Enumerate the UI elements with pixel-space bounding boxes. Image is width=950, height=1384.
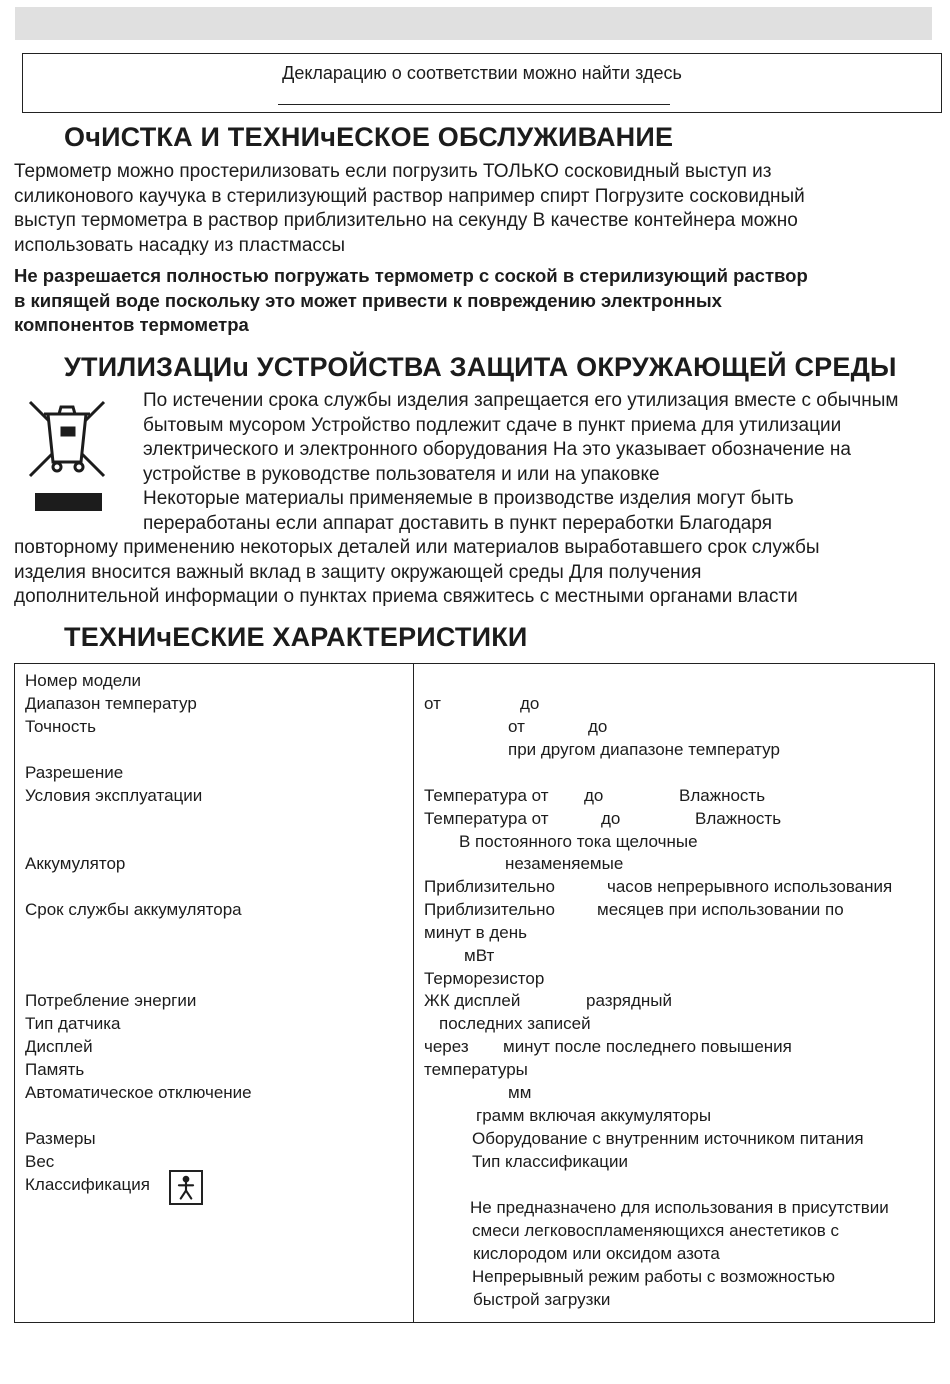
cleaning-line: использовать насадку из пластмассы xyxy=(14,234,346,256)
disposal-line: устройстве в руководстве пользователя и или на упаковке xyxy=(143,463,660,485)
disposal-line: изделия вносится важный вклад в защиту окружающей среды Для получения xyxy=(14,561,702,583)
specs-heading: ТЕХНИчЕСКИЕ ХАРАКТЕРИСТИКИ xyxy=(64,622,528,652)
spec-value: до xyxy=(584,786,604,805)
spec-value: мм xyxy=(508,1083,532,1102)
spec-label-battery: Аккумулятор xyxy=(25,854,126,873)
cleaning-paragraph xyxy=(14,160,805,258)
weee-crossed-bin-icon xyxy=(26,398,108,480)
spec-value: до xyxy=(520,694,540,713)
disposal-line: электрического и электронного оборудования На это указывает обозначение на xyxy=(143,439,851,460)
spec-value: часов непрерывного использования xyxy=(607,877,893,896)
spec-label-operating-conditions: Условия эксплуатации xyxy=(25,786,203,805)
spec-value: месяцев при использовании по xyxy=(597,900,844,919)
spec-value: минут в день xyxy=(424,923,527,942)
type-bf-body-icon xyxy=(169,1170,203,1205)
spec-value: до xyxy=(601,809,621,828)
spec-label-memory: Память xyxy=(25,1060,85,1079)
spec-value: до xyxy=(588,717,608,736)
spec-value: Влажность xyxy=(679,786,766,805)
spec-value: Непрерывный режим работы с возможностью xyxy=(472,1267,836,1286)
weee-bar-icon xyxy=(35,493,102,511)
spec-value: температуры xyxy=(424,1060,528,1079)
spec-value: от xyxy=(508,717,525,736)
disposal-line: По истечении срока службы изделия запрещается его утилизация вместе с обычным xyxy=(143,390,899,411)
cleaning-warning xyxy=(14,264,808,338)
declaration-text: Декларацию о соответствии можно найти здесь xyxy=(282,63,682,83)
disposal-line: переработаны если аппарат доставить в пункт переработки Благодаря xyxy=(143,512,772,534)
spec-label-accuracy: Точность xyxy=(25,717,96,736)
cleaning-line: силиконового каучука в стерилизующий раствор например спирт Погрузите сосковидный xyxy=(14,185,805,207)
disposal-line: дополнительной информации о пунктах приема свяжитесь с местными органами власти xyxy=(14,586,798,607)
spec-label-weight: Вес xyxy=(25,1152,55,1171)
declaration-link-line xyxy=(278,104,670,105)
header-bar xyxy=(15,7,932,40)
spec-value: Не предназначено для использования в присутствии xyxy=(470,1198,889,1217)
spec-value: Температура от xyxy=(424,809,549,828)
spec-label-battery-life: Срок службы аккумулятора xyxy=(25,900,242,919)
spec-value: Терморезистор xyxy=(424,969,545,988)
cleaning-heading: ОчИСТКА И ТЕХНИчЕСКОЕ ОБСЛУЖИВАНИЕ xyxy=(64,122,674,152)
spec-value: Приблизительно xyxy=(424,877,555,896)
spec-label-classification: Классификация xyxy=(25,1175,150,1194)
spec-value: Приблизительно xyxy=(424,900,555,919)
spec-value: разрядный xyxy=(586,991,673,1010)
warning-line: компонентов термометра xyxy=(14,314,249,335)
cleaning-line: Термометр можно простерилизовать если погрузить ТОЛЬКО сосковидный выступ из xyxy=(14,161,772,182)
spec-value: Тип классификации xyxy=(472,1152,629,1171)
spec-value: при другом диапазоне температур xyxy=(508,740,780,759)
disposal-heading: УТИЛИЗАЦИu УСТРОЙСТВА ЗАЩИТА ОКРУЖАЮЩЕЙ СРЕДЫ xyxy=(64,352,897,382)
spec-label-temp-range: Диапазон температур xyxy=(25,694,197,713)
spec-label-dimensions: Размеры xyxy=(25,1129,96,1148)
spec-value: грамм включая аккумуляторы xyxy=(476,1106,712,1125)
disposal-paragraph-continued xyxy=(14,536,820,610)
disposal-line: бытовым мусором Устройство подлежит сдаче в пункт приема для утилизации xyxy=(143,414,842,436)
specs-column-divider xyxy=(413,663,414,1323)
spec-value: через xyxy=(424,1037,469,1056)
spec-value: последних записей xyxy=(439,1014,591,1033)
spec-value: быстрой загрузки xyxy=(473,1290,611,1309)
spec-label-sensor: Тип датчика xyxy=(25,1014,121,1033)
spec-label-resolution: Разрешение xyxy=(25,763,124,782)
disposal-line: Некоторые материалы применяемые в производстве изделия могут быть xyxy=(143,488,794,509)
spec-value: Оборудование с внутренним источником питания xyxy=(472,1129,864,1148)
spec-value: Температура от xyxy=(424,786,549,805)
spec-value: смеси легковоспламеняющихся анестетиков с xyxy=(472,1221,840,1240)
disposal-line: повторному применению некоторых деталей или материалов выработавшего срок службы xyxy=(14,537,820,558)
spec-value: незаменяемые xyxy=(505,854,624,873)
cleaning-line: выступ термометра в раствор приблизительно на секунду В качестве контейнера можно xyxy=(14,210,798,231)
spec-label-display: Дисплей xyxy=(25,1037,93,1056)
spec-label-power: Потребление энергии xyxy=(25,991,197,1010)
spec-value: Влажность xyxy=(695,809,782,828)
disposal-paragraph xyxy=(143,389,898,536)
spec-value: от xyxy=(424,694,441,713)
spec-value: минут после последнего повышения xyxy=(503,1037,792,1056)
declaration-box xyxy=(22,53,942,113)
spec-value: В постоянного тока щелочные xyxy=(459,832,698,851)
spec-label-model: Номер модели xyxy=(25,671,142,690)
spec-label-auto-off: Автоматическое отключение xyxy=(25,1083,252,1102)
warning-line: Не разрешается полностью погружать термометр с соской в стерилизующий раствор xyxy=(14,265,808,286)
warning-line: в кипящей воде поскольку это может привести к повреждению электронных xyxy=(14,289,722,311)
spec-value: мВт xyxy=(464,946,495,965)
spec-value: ЖК дисплей xyxy=(424,991,521,1010)
spec-value: кислородом или оксидом азота xyxy=(473,1244,720,1263)
